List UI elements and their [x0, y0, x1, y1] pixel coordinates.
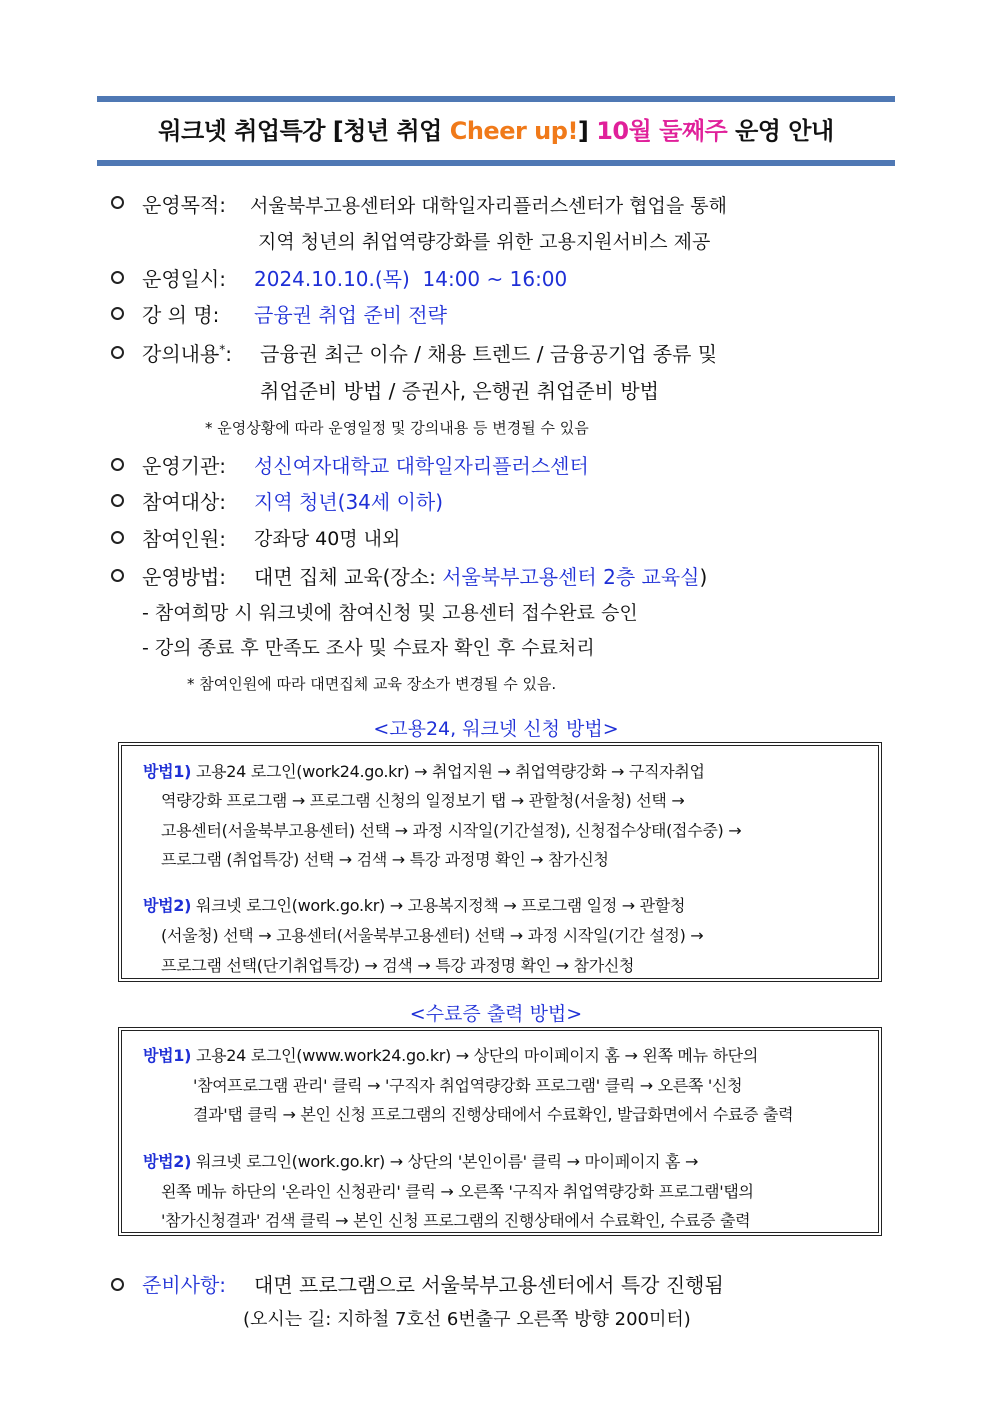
cert-m1-line-3: 결과'탭 클릭 → 본인 신청 프로그램의 진행상태에서 수료확인, 발급화면에서 수료증 출력 [193, 1105, 794, 1124]
cert-m1-line-2: '참여프로그램 관리' 클릭 → '구직자 취업역량강화 프로그램' 클릭 → 오른쪽 '신청 [193, 1076, 743, 1095]
cert-m2-line-2: 왼쪽 메뉴 하단의 '온라인 신청관리' 클릭 → 오른쪽 '구직자 취업역량강화 프로그램'탭의 [161, 1182, 754, 1201]
title-rule-bottom [97, 160, 895, 166]
content-line-1: 금융권 최근 이슈 / 채용 트렌드 / 금융공기업 종류 및 [260, 342, 718, 366]
lecture-name-value: 금융권 취업 준비 전략 [254, 303, 447, 327]
cert-m2-text: 워크넷 로그인(work.go.kr) → 상단의 '본인이름' 클릭 → 마이페이지 홈 → [191, 1152, 699, 1171]
capacity-label: 참여인원: [142, 527, 227, 551]
method-place: 서울북부고용센터 2층 교육실 [442, 565, 700, 589]
title-week: 10월 둘째주 [596, 117, 728, 145]
apply-m2-text: 워크넷 로그인(work.go.kr) → 고용복지정책 → 프로그램 일정 → 관할청 [191, 896, 686, 915]
title-text-2: ] [577, 117, 597, 145]
cert-m2-line-1 [143, 1149, 698, 1172]
org-label: 운영기관: [142, 454, 227, 478]
bullet-icon [111, 271, 124, 284]
content-label [142, 338, 232, 367]
method-dash-1: - 참여희망 시 워크넷에 참여신청 및 고용센터 접수완료 승인 [142, 602, 638, 624]
apply-m2-line-2: (서울청) 선택 → 고용센터(서울북부고용센터) 선택 → 과정 시작일(기간 설정) → [161, 926, 704, 945]
method-note: * 참여인원에 따라 대면집체 교육 장소가 변경될 수 있음. [187, 675, 557, 693]
target-label: 참여대상: [142, 490, 227, 514]
bullet-icon [111, 569, 124, 582]
apply-m1-line-3: 고용센터(서울북부고용센터) 선택 → 과정 시작일(기간설정), 신청접수상태(접수중) → [161, 821, 742, 840]
bullet-icon [111, 531, 124, 544]
purpose-label: 운영목적: [142, 193, 227, 217]
cert-m2-label: 방법2) [143, 1152, 192, 1171]
content-line-2: 취업준비 방법 / 증권사, 은행권 취업준비 방법 [260, 379, 659, 403]
org-value: 성신여자대학교 대학일자리플러스센터 [254, 454, 589, 478]
method-value-pre: 대면 집체 교육(장소: [254, 565, 443, 589]
apply-m1-text: 고용24 로그인(work24.go.kr) → 취업지원 → 취업역량강화 → 구직자취업 [191, 762, 705, 781]
purpose-line-2: 지역 청년의 취업역량강화를 위한 고용지원서비스 제공 [258, 231, 711, 253]
apply-m1-line-1 [143, 759, 705, 782]
datetime-value: 2024.10.10.(목) 14:00 ~ 16:00 [254, 267, 568, 291]
datetime-label: 운영일시: [142, 267, 227, 291]
method-value-post: ) [699, 565, 708, 589]
bullet-icon [111, 494, 124, 507]
method-dash-2: - 강의 종료 후 만족도 조사 및 수료자 확인 후 수료처리 [142, 637, 595, 659]
target-value: 지역 청년(34세 이하) [254, 490, 444, 514]
apply-m1-line-4: 프로그램 (취업특강) 선택 → 검색 → 특강 과정명 확인 → 참가신청 [161, 850, 609, 869]
cert-m1-label: 방법1) [143, 1046, 192, 1065]
bullet-icon [111, 196, 124, 209]
apply-m1-label: 방법1) [143, 762, 192, 781]
content-label-mark: * [219, 342, 226, 357]
apply-m2-line-1 [143, 893, 685, 916]
prep-note: (오시는 길: 지하철 7호선 6번출구 오른쪽 방향 200미터) [243, 1309, 691, 1330]
apply-m2-label: 방법2) [143, 896, 192, 915]
cert-m1-line-1 [143, 1043, 758, 1066]
capacity-value: 강좌당 40명 내외 [254, 528, 401, 550]
bullet-icon [111, 307, 124, 320]
prep-label: 준비사항: [142, 1273, 227, 1297]
content-note: * 운영상황에 따라 운영일정 및 강의내용 등 변경될 수 있음 [205, 419, 589, 437]
prep-value: 대면 프로그램으로 서울북부고용센터에서 특강 진행됨 [254, 1273, 724, 1297]
apply-heading: <고용24, 워크넷 신청 방법> [373, 718, 619, 740]
bullet-icon [111, 1278, 124, 1291]
bullet-icon [111, 458, 124, 471]
purpose-line-1: 서울북부고용센터와 대학일자리플러스센터가 협업을 통해 [250, 195, 727, 217]
title-text-1: 워크넷 취업특강 [청년 취업 [158, 117, 450, 145]
title-banner [97, 96, 895, 166]
title-cheer-up: Cheer up! [449, 117, 578, 145]
apply-m2-line-3: 프로그램 선택(단기취업특강) → 검색 → 특강 과정명 확인 → 참가신청 [161, 956, 635, 975]
title-text-3: 운영 안내 [727, 117, 834, 145]
page-title [97, 102, 895, 160]
method-label: 운영방법: [142, 565, 227, 589]
lecture-name-label: 강 의 명: [142, 303, 220, 327]
content-label-colon: : [225, 342, 233, 366]
content-label-text: 강의내용 [142, 342, 220, 366]
bullet-icon [111, 346, 124, 359]
apply-m1-line-2: 역량강화 프로그램 → 프로그램 신청의 일정보기 탭 → 관할청(서울청) 선택 → [161, 791, 685, 810]
cert-m1-text: 고용24 로그인(www.work24.go.kr) → 상단의 마이페이지 홈 → 왼쪽 메뉴 하단의 [191, 1046, 758, 1065]
cert-heading: <수료증 출력 방법> [409, 1003, 583, 1025]
method-value [254, 561, 707, 590]
cert-m2-line-3: '참가신청결과' 검색 클릭 → 본인 신청 프로그램의 진행상태에서 수료확인, 수료증 출력 [161, 1211, 751, 1230]
